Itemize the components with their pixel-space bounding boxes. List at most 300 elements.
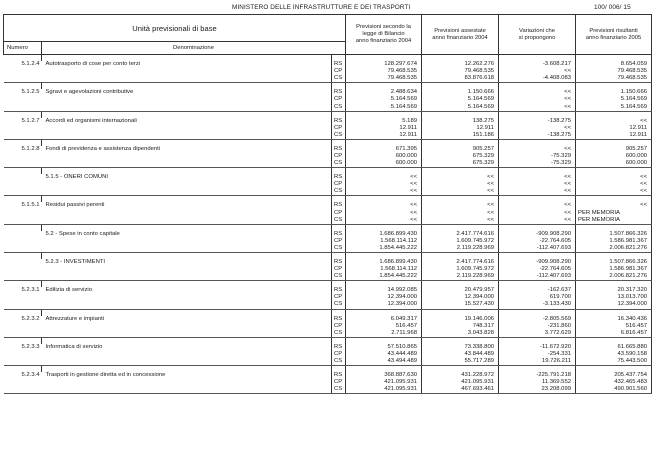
table-row [4, 358, 652, 366]
value-cell: 2.119.228.969 [422, 245, 499, 253]
table-row [4, 259, 652, 266]
column-header-line: Previsioni assestate [434, 27, 486, 34]
unit-code: 5.1.2.5 [21, 89, 40, 96]
unit-code: 5.2.3.2 [21, 315, 40, 322]
line-type: CP [332, 210, 346, 217]
budget-table [3, 14, 652, 394]
unit-label: Fondi di previdenza e assistenza dipendenti [45, 145, 161, 152]
value-cell: << [422, 210, 499, 217]
value-cell: 205.437.754 [576, 372, 652, 379]
value-cell: 1.150.666 [576, 89, 652, 96]
line-type: CS [332, 386, 346, 394]
value-cell: 1.609.745.972 [422, 238, 499, 245]
value-cell: 1.568.114.112 [346, 266, 422, 273]
column-header-denominazione: Denominazione [42, 42, 346, 55]
value-cell: << [346, 210, 422, 217]
column-header-line: anno finanziario 2005 [585, 34, 642, 41]
value-cell: -138.275 [499, 118, 576, 125]
unit-code: 5.1.5.1 [21, 202, 40, 209]
value-cell: 432.465.483 [576, 379, 652, 386]
value-cell: << [499, 103, 576, 111]
value-cell: << [346, 217, 422, 225]
unit-code [4, 238, 42, 245]
unit-code [4, 188, 42, 196]
value-cell: << [576, 174, 652, 181]
column-header-variazioni [499, 15, 576, 55]
unit-code [4, 75, 42, 83]
value-cell: 43.590.158 [576, 351, 652, 358]
column-header-line: si propongono [518, 34, 556, 41]
value-cell: 128.297.674 [346, 61, 422, 68]
unit-code [4, 160, 42, 168]
value-cell: 5.189 [346, 118, 422, 125]
value-cell: 15.527.430 [422, 301, 499, 309]
unit-label [42, 294, 332, 301]
table-row [4, 61, 652, 68]
unit-code: 5.1.2.4 [21, 61, 40, 68]
value-cell: 1.686.899.430 [346, 259, 422, 266]
value-cell: 2.488.634 [346, 89, 422, 96]
value-cell: 16.340.436 [576, 316, 652, 323]
unit-label [42, 217, 332, 225]
unit-code [4, 68, 42, 75]
unit-label: 5.2.3 - INVESTIMENTI [45, 259, 106, 266]
column-header-line: anno finanziario 2004 [432, 34, 488, 41]
value-cell: 14.992.085 [346, 287, 422, 294]
value-cell: 6.816.457 [576, 330, 652, 338]
column-header-line: anno finanziario 2004 [355, 38, 412, 44]
value-cell: << [576, 118, 652, 125]
unit-label [42, 75, 332, 83]
table-row [4, 287, 652, 294]
table-row [4, 103, 652, 111]
table-row [4, 273, 652, 281]
line-type: RS [332, 231, 346, 238]
value-cell: PER MEMORIA [576, 210, 652, 217]
value-cell: 675.329 [422, 160, 499, 168]
value-cell: -3.133.430 [499, 301, 576, 309]
value-cell: 905.257 [422, 146, 499, 153]
value-cell: PER MEMORIA [576, 217, 652, 225]
line-type: CP [332, 266, 346, 273]
value-cell: 421.095.931 [346, 386, 422, 394]
unit-label [42, 125, 332, 132]
unit-code [4, 174, 42, 181]
value-cell: -22.764.605 [499, 266, 576, 273]
value-cell: 79.468.535 [576, 68, 652, 75]
value-cell: 2.006.821.276 [576, 245, 652, 253]
value-cell: 2.119.228.969 [422, 273, 499, 281]
value-cell: 516.457 [576, 323, 652, 330]
value-cell: << [499, 188, 576, 196]
table-row [4, 153, 652, 160]
value-cell: -909.908.290 [499, 259, 576, 266]
unit-code [4, 259, 42, 266]
value-cell: 5.164.569 [346, 96, 422, 103]
value-cell: -22.764.605 [499, 238, 576, 245]
line-type: CP [332, 96, 346, 103]
unit-label [42, 68, 332, 75]
line-type: CS [332, 188, 346, 196]
value-cell: 79.468.535 [346, 68, 422, 75]
value-cell: -2.805.569 [499, 316, 576, 323]
unit-code: 5.2.3.3 [21, 343, 40, 350]
line-type: CS [332, 301, 346, 309]
value-cell: -112.407.693 [499, 273, 576, 281]
unit-label [42, 323, 332, 330]
unit-label [42, 245, 332, 253]
line-type: RS [332, 89, 346, 96]
value-cell: 13.013.700 [576, 294, 652, 301]
value-cell: 12.394.000 [346, 301, 422, 309]
line-type: CS [332, 160, 346, 168]
table-row [4, 238, 652, 245]
value-cell: -112.407.693 [499, 245, 576, 253]
table-row [4, 89, 652, 96]
value-cell: 2.711.968 [346, 330, 422, 338]
table-row [4, 344, 652, 351]
line-type: RS [332, 146, 346, 153]
table-row [4, 210, 652, 217]
value-cell: 12.911 [576, 132, 652, 140]
table-row [4, 330, 652, 338]
line-type: CP [332, 125, 346, 132]
unit-code: 5.1.2.7 [21, 117, 40, 124]
unit-code [4, 245, 42, 253]
unit-label: Residui passivi perenti [45, 202, 105, 209]
value-cell: 79.468.535 [576, 75, 652, 83]
value-cell: 55.717.289 [422, 358, 499, 366]
table-row [4, 118, 652, 125]
unit-code [4, 273, 42, 281]
value-cell: << [499, 210, 576, 217]
line-type: RS [332, 61, 346, 68]
value-cell: 1.609.745.972 [422, 266, 499, 273]
value-cell: 600.000 [576, 160, 652, 168]
table-row [4, 181, 652, 188]
value-cell: 12.911 [346, 125, 422, 132]
unit-label: 5.1.5 - ONERI COMUNI [45, 174, 109, 181]
value-cell: 368.887.630 [346, 372, 422, 379]
unit-code [4, 231, 42, 238]
value-cell: 20.317.320 [576, 287, 652, 294]
table-row [4, 160, 652, 168]
table-row [4, 96, 652, 103]
value-cell: << [346, 174, 422, 181]
value-cell: 1.854.445.222 [346, 273, 422, 281]
unit-label [42, 330, 332, 338]
value-cell: -909.908.290 [499, 231, 576, 238]
value-cell: -3.608.217 [499, 61, 576, 68]
value-cell: 12.394.000 [346, 294, 422, 301]
line-type: CP [332, 379, 346, 386]
table-row [4, 146, 652, 153]
value-cell: 600.000 [346, 153, 422, 160]
unit-label [42, 103, 332, 111]
table-row [4, 301, 652, 309]
value-cell: 2.006.821.276 [576, 273, 652, 281]
line-type: CP [332, 294, 346, 301]
value-cell: 20.479.957 [422, 287, 499, 294]
line-type: RS [332, 118, 346, 125]
unit-label [42, 351, 332, 358]
column-header-line: Previsioni secondo la [356, 24, 411, 30]
value-cell: 151.186 [422, 132, 499, 140]
value-cell: -254.331 [499, 351, 576, 358]
value-cell: 431.228.972 [422, 372, 499, 379]
line-type: CP [332, 153, 346, 160]
value-cell: 2.417.774.616 [422, 231, 499, 238]
table-row [4, 379, 652, 386]
unit-label [42, 266, 332, 273]
unit-label: Edilizia di servizio [45, 287, 92, 294]
line-type: RS [332, 344, 346, 351]
line-type: RS [332, 316, 346, 323]
value-cell: -225.791.218 [499, 372, 576, 379]
unit-label [42, 181, 332, 188]
table-row [4, 323, 652, 330]
unit-code [4, 323, 42, 330]
value-cell: << [346, 181, 422, 188]
table-row [4, 316, 652, 323]
value-cell: 73.338.800 [422, 344, 499, 351]
table-row [4, 294, 652, 301]
value-cell: 1.586.981.367 [576, 266, 652, 273]
unit-code [4, 301, 42, 309]
table-title: Unità previsionali di base [4, 15, 346, 42]
value-cell: 8.654.059 [576, 61, 652, 68]
line-type: CS [332, 358, 346, 366]
line-type: CP [332, 68, 346, 75]
value-cell: -11.672.920 [499, 344, 576, 351]
value-cell: 43.444.489 [346, 351, 422, 358]
value-cell: 516.457 [346, 323, 422, 330]
unit-code [4, 132, 42, 140]
value-cell: << [499, 96, 576, 103]
table-row [4, 386, 652, 394]
unit-label: Attrezzature e impianti [45, 315, 105, 322]
value-cell: 3.772.629 [499, 330, 576, 338]
unit-code [4, 181, 42, 188]
page-reference: 100/ 006/ 15 [594, 4, 631, 11]
value-cell: 12.911 [422, 125, 499, 132]
line-type: CS [332, 217, 346, 225]
unit-label [42, 160, 332, 168]
line-type: CS [332, 75, 346, 83]
value-cell: 1.568.114.112 [346, 238, 422, 245]
line-type: CS [332, 245, 346, 253]
value-cell: 1.686.899.430 [346, 231, 422, 238]
value-cell: -75.329 [499, 153, 576, 160]
line-type: RS [332, 287, 346, 294]
line-type: CP [332, 351, 346, 358]
unit-code [4, 217, 42, 225]
unit-label [42, 238, 332, 245]
value-cell: 600.000 [576, 153, 652, 160]
value-cell: 19.726.211 [499, 358, 576, 366]
value-cell: 421.095.931 [346, 379, 422, 386]
value-cell: 421.095.931 [422, 379, 499, 386]
unit-code: 5.2.3.4 [21, 372, 40, 379]
unit-code [4, 210, 42, 217]
value-cell: -4.408.083 [499, 75, 576, 83]
unit-code [4, 103, 42, 111]
value-cell: 3.043.828 [422, 330, 499, 338]
value-cell: 905.257 [576, 146, 652, 153]
value-cell: 5.164.569 [576, 96, 652, 103]
unit-label [42, 386, 332, 394]
column-header-previsioni-risultanti [576, 15, 652, 55]
column-header-previsioni-bilancio [346, 15, 422, 55]
table-row [4, 266, 652, 273]
value-cell: 12.394.000 [576, 301, 652, 309]
value-cell: 57.510.865 [346, 344, 422, 351]
column-header-line: legge di Bilancio [362, 31, 405, 37]
value-cell: -231.860 [499, 323, 576, 330]
unit-label: Autotrasporto di cose per conto terzi [45, 61, 141, 68]
value-cell: 61.665.880 [576, 344, 652, 351]
value-cell: 43.844.489 [422, 351, 499, 358]
value-cell: << [346, 202, 422, 209]
value-cell: 2.417.774.616 [422, 259, 499, 266]
column-header-line: Variazioni che [519, 27, 555, 34]
table-row [4, 202, 652, 209]
table-row [4, 68, 652, 75]
line-type: CP [332, 238, 346, 245]
value-cell: 1.854.445.222 [346, 245, 422, 253]
value-cell: 675.329 [422, 153, 499, 160]
value-cell: << [422, 202, 499, 209]
value-cell: -162.637 [499, 287, 576, 294]
value-cell: -138.275 [499, 132, 576, 140]
value-cell: << [499, 89, 576, 96]
value-cell: 5.164.569 [422, 96, 499, 103]
value-cell: 1.586.981.367 [576, 238, 652, 245]
unit-code [4, 330, 42, 338]
value-cell: << [422, 181, 499, 188]
value-cell: << [576, 202, 652, 209]
value-cell: 1.150.666 [422, 89, 499, 96]
line-type: CS [332, 273, 346, 281]
unit-label [42, 210, 332, 217]
value-cell: << [499, 202, 576, 209]
value-cell: 83.876.618 [422, 75, 499, 83]
column-header-previsioni-assestate [422, 15, 499, 55]
value-cell: 619.700 [499, 294, 576, 301]
value-cell: << [422, 188, 499, 196]
value-cell: 6.049.317 [346, 316, 422, 323]
line-type: RS [332, 202, 346, 209]
value-cell: 12.262.276 [422, 61, 499, 68]
line-type: CS [332, 103, 346, 111]
line-type: CP [332, 181, 346, 188]
value-cell: 467.693.461 [422, 386, 499, 394]
unit-label: Sgravi e agevolazioni contributive [45, 89, 134, 96]
table-row [4, 125, 652, 132]
value-cell: 75.443.500 [576, 358, 652, 366]
unit-label: 5.2 - Spese in conto capitale [45, 230, 120, 237]
value-cell: 5.164.569 [422, 103, 499, 111]
unit-label [42, 358, 332, 366]
unit-label: Trasporti in gestione diretta ed in concessione [45, 372, 166, 379]
value-cell: 79.468.535 [346, 75, 422, 83]
ministry-title: MINISTERO DELLE INFRASTRUTTURE E DEI TRASPORTI [232, 4, 411, 11]
table-row [4, 132, 652, 140]
line-type: CS [332, 132, 346, 140]
unit-code [4, 125, 42, 132]
value-cell: 23.208.099 [499, 386, 576, 394]
column-header-numero: Numero [4, 42, 42, 55]
value-cell: << [499, 125, 576, 132]
unit-label [42, 273, 332, 281]
unit-label [42, 132, 332, 140]
value-cell: << [499, 181, 576, 188]
value-cell: << [346, 188, 422, 196]
value-cell: 79.468.535 [422, 68, 499, 75]
value-cell: 5.164.569 [346, 103, 422, 111]
line-type: RS [332, 372, 346, 379]
value-cell: << [576, 188, 652, 196]
line-type: RS [332, 259, 346, 266]
unit-label: Accordi ed organismi internazionali [45, 117, 137, 124]
value-cell: 12.394.000 [422, 294, 499, 301]
value-cell: 600.000 [346, 160, 422, 168]
unit-label: Informatica di servizio [45, 343, 103, 350]
line-type: RS [332, 174, 346, 181]
column-header-line: Previsioni risultanti [589, 27, 638, 34]
unit-code [4, 386, 42, 394]
value-cell: -75.329 [499, 160, 576, 168]
unit-code [4, 266, 42, 273]
unit-label [42, 301, 332, 309]
unit-code [4, 379, 42, 386]
value-cell: << [422, 174, 499, 181]
unit-label [42, 188, 332, 196]
unit-code: 5.1.2.8 [21, 145, 40, 152]
value-cell: 11.369.552 [499, 379, 576, 386]
unit-code [4, 358, 42, 366]
value-cell: 748.317 [422, 323, 499, 330]
value-cell: 1.507.866.326 [576, 231, 652, 238]
unit-label [42, 379, 332, 386]
table-row [4, 174, 652, 181]
value-cell: 43.494.489 [346, 358, 422, 366]
value-cell: 671.395 [346, 146, 422, 153]
value-cell: 5.164.569 [576, 103, 652, 111]
value-cell: 490.901.560 [576, 386, 652, 394]
value-cell: << [576, 181, 652, 188]
value-cell: << [499, 174, 576, 181]
unit-code [4, 96, 42, 103]
table-row [4, 75, 652, 83]
line-type: CS [332, 330, 346, 338]
value-cell: 138.275 [422, 118, 499, 125]
unit-label [42, 153, 332, 160]
value-cell: << [499, 217, 576, 225]
table-row [4, 231, 652, 238]
value-cell: << [422, 217, 499, 225]
unit-label [42, 96, 332, 103]
unit-code [4, 351, 42, 358]
table-row [4, 245, 652, 253]
line-type: CP [332, 323, 346, 330]
value-cell: 12.911 [346, 132, 422, 140]
value-cell: << [499, 68, 576, 75]
table-row [4, 217, 652, 225]
table-row [4, 351, 652, 358]
unit-code: 5.2.3.1 [21, 287, 40, 294]
table-row [4, 188, 652, 196]
